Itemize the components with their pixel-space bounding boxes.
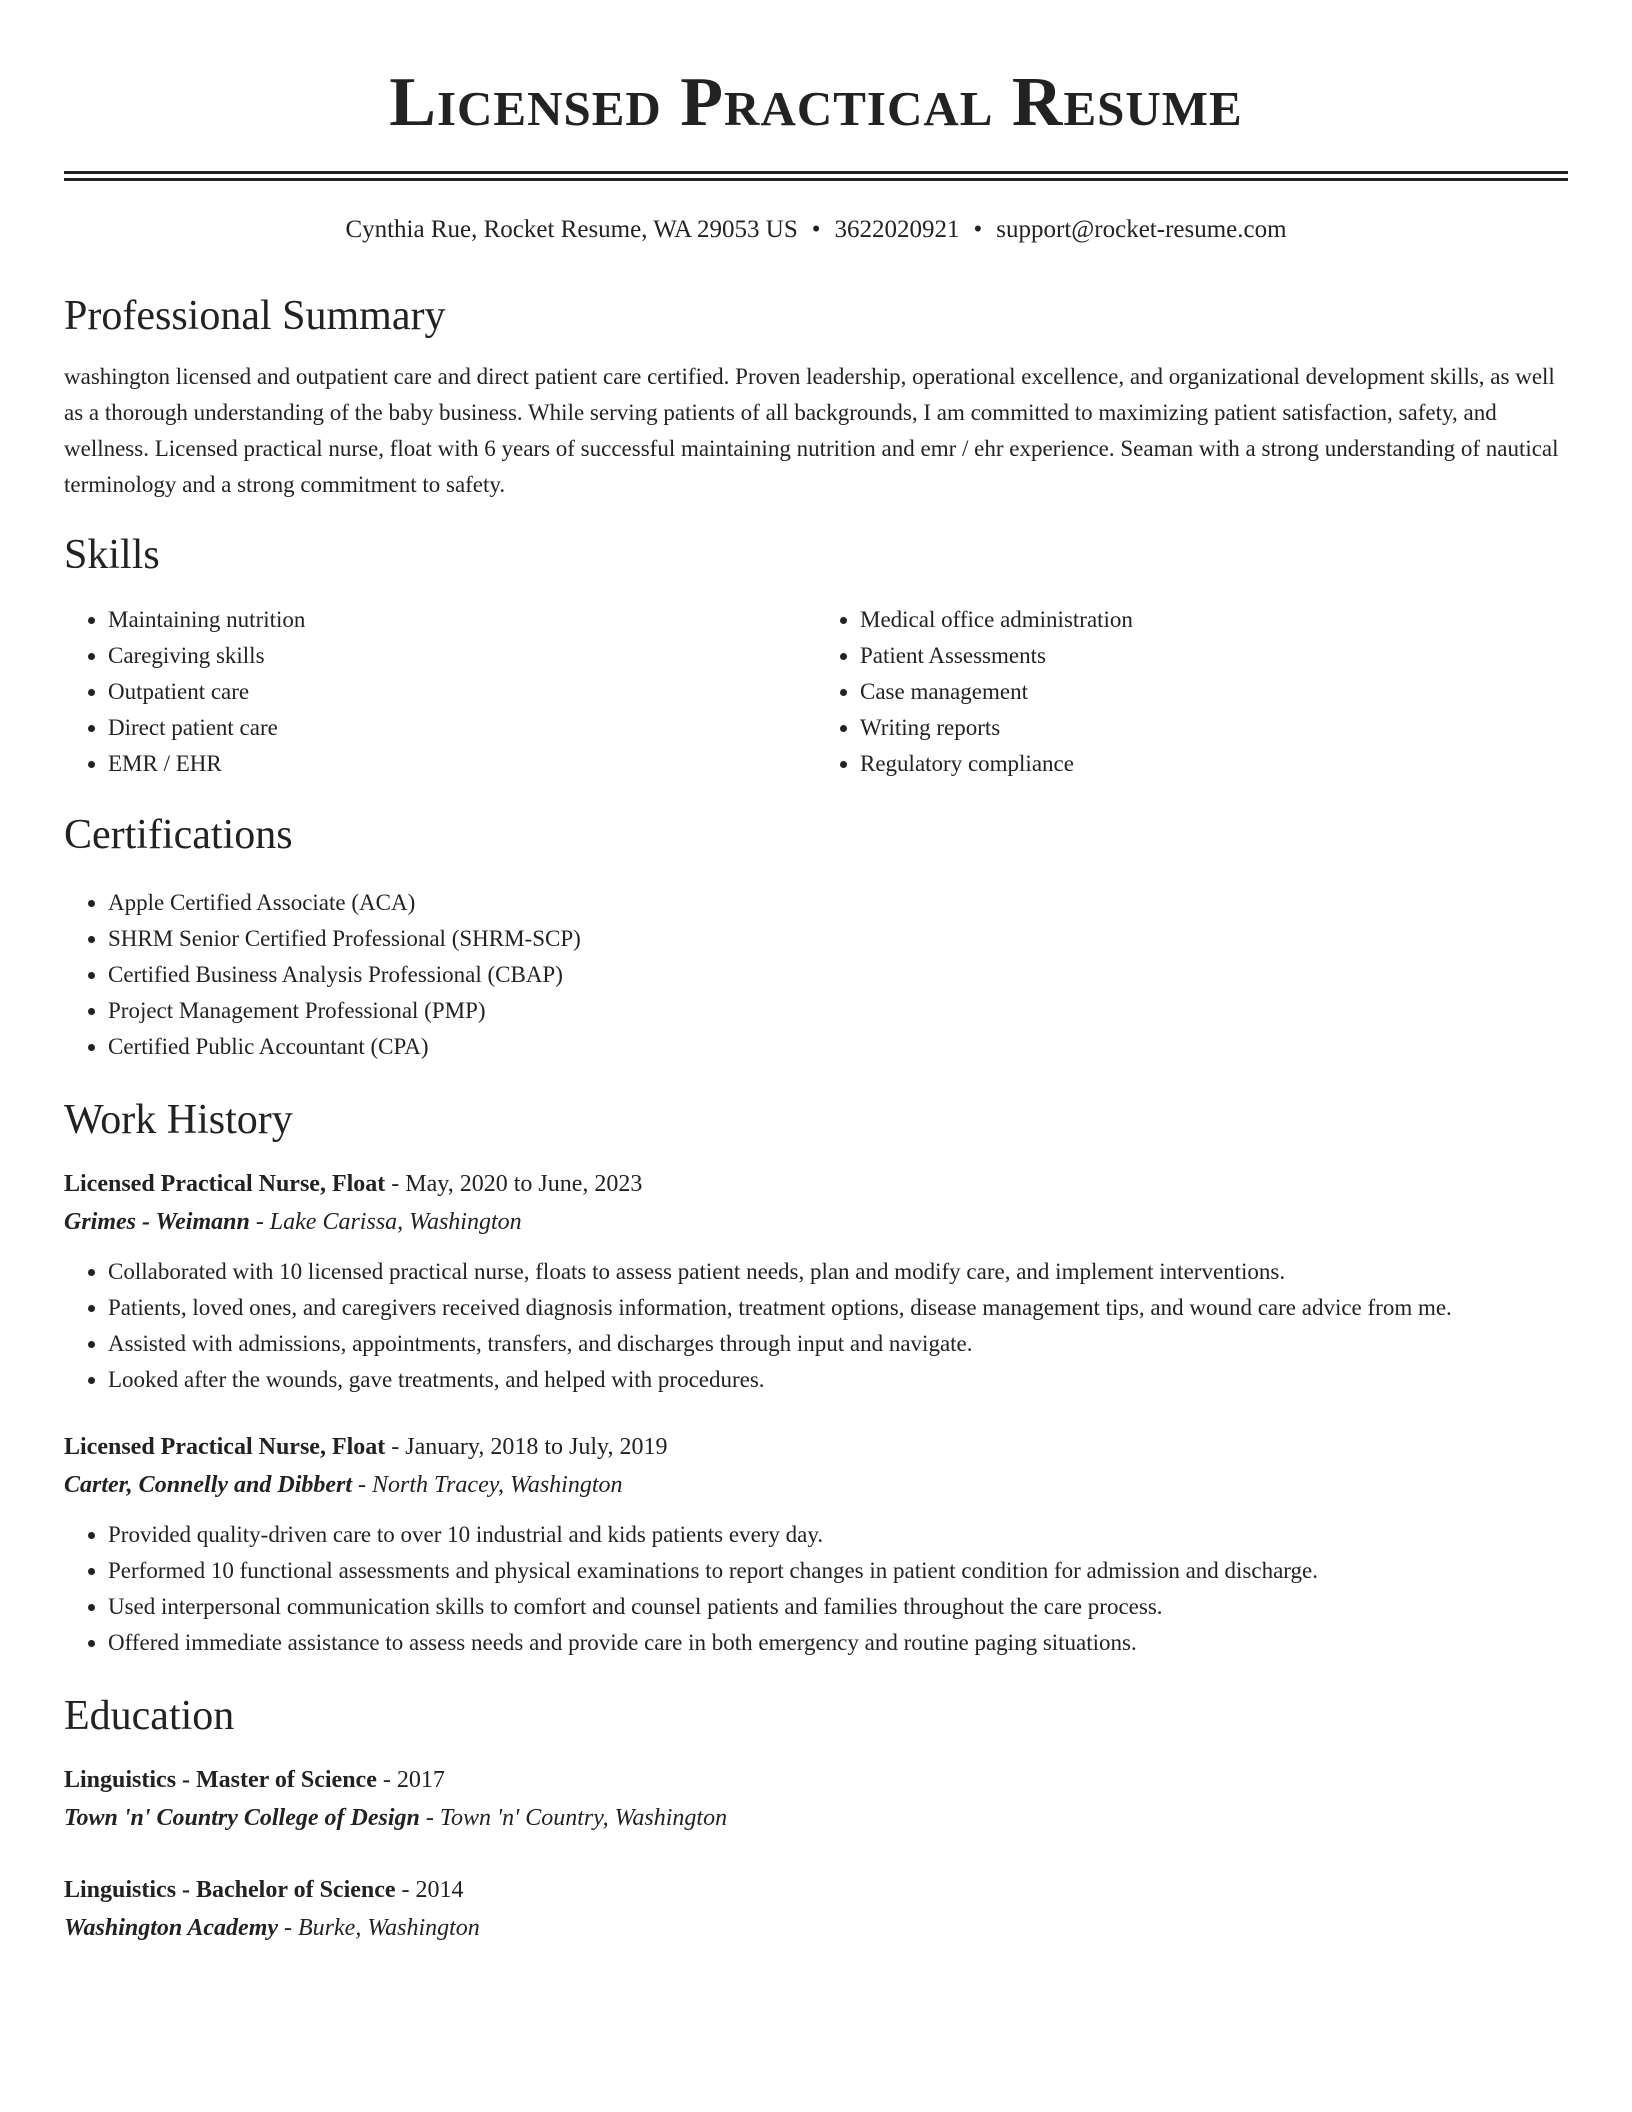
contact-line <box>64 214 1568 246</box>
skill-item: • Writing reports <box>860 710 1568 746</box>
skill-item: • EMR / EHR <box>108 746 816 782</box>
job-dates: - May, 2020 to June, 2023 <box>385 1171 643 1197</box>
certification-item: • Certified Public Accountant (CPA) <box>108 1029 1568 1065</box>
education-school: Town 'n' Country College of Design <box>64 1805 420 1831</box>
skill-item: • Outpatient care <box>108 674 816 710</box>
summary-text: washington licensed and outpatient care and direct patient care certified. Proven leadership, operational excellence, and organizational development skills, as well as a thorough understanding of the baby business. While serving patients of all backgrounds, I am committed to maximizing patient satisfaction, safety, and wellness. Licensed practical nurse, float with 6 years of successful maintaining nutrition and emr / ehr experience. Seaman with a strong understanding of nautical terminology and a strong commitment to safety. <box>64 364 1559 497</box>
certification-item: • Certified Business Analysis Professional (CBAP) <box>108 957 1568 993</box>
work-history-section <box>64 1095 1568 1661</box>
skills-section <box>64 530 1568 782</box>
education-location: - Burke, Washington <box>278 1915 480 1941</box>
job-title: Licensed Practical Nurse, Float <box>64 1171 386 1197</box>
skill-item: • Patient Assessments <box>860 638 1568 674</box>
title-double-rule <box>64 171 1568 181</box>
contact-separator: • <box>973 216 983 243</box>
job-bullet: • Collaborated with 10 licensed practical nurse, floats to assess patient needs, plan and modify care, and implement interventions. <box>108 1254 1568 1290</box>
job-title: Licensed Practical Nurse, Float <box>64 1434 386 1460</box>
certifications-section <box>64 810 1568 1065</box>
job-bullet: • Provided quality-driven care to over 10 industrial and kids patients every day. <box>108 1517 1568 1553</box>
education-entry <box>64 1871 1568 1947</box>
job-bullets <box>64 1517 1568 1661</box>
job-entry <box>64 1428 1568 1661</box>
job-header <box>64 1165 1568 1203</box>
skills-list-left <box>64 602 816 782</box>
section-heading-skills: Skills <box>64 532 160 578</box>
skills-columns <box>64 602 1568 782</box>
skills-list-right <box>816 602 1568 782</box>
professional-summary-section <box>64 291 1568 503</box>
contact-address: Cynthia Rue, Rocket Resume, WA 29053 US <box>345 216 798 243</box>
education-degree: Linguistics - Master of Science <box>64 1767 377 1793</box>
skill-item: • Direct patient care <box>108 710 816 746</box>
certification-item: • Project Management Professional (PMP) <box>108 993 1568 1029</box>
section-heading-certifications: Certifications <box>64 812 293 858</box>
job-location: - North Tracey, Washington <box>352 1472 623 1498</box>
certification-item: • Apple Certified Associate (ACA) <box>108 885 1568 921</box>
skill-item: • Caregiving skills <box>108 638 816 674</box>
education-school-line <box>64 1909 1568 1947</box>
skill-item: • Case management <box>860 674 1568 710</box>
job-company: Grimes - Weimann <box>64 1209 250 1235</box>
contact-separator: • <box>811 216 821 243</box>
skill-item: • Regulatory compliance <box>860 746 1568 782</box>
job-bullet: • Patients, loved ones, and caregivers received diagnosis information, treatment options, disease management tips, and wound care advice from me. <box>108 1290 1568 1326</box>
certifications-list <box>64 885 1568 1065</box>
job-bullet: • Performed 10 functional assessments and physical examinations to report changes in patient condition for admission and discharge. <box>108 1553 1568 1589</box>
job-bullet: • Looked after the wounds, gave treatments, and helped with procedures. <box>108 1362 1568 1398</box>
job-company: Carter, Connelly and Dibbert <box>64 1472 353 1498</box>
education-school: Washington Academy <box>64 1915 279 1941</box>
job-dates: - January, 2018 to July, 2019 <box>385 1434 668 1460</box>
job-bullets <box>64 1254 1568 1398</box>
job-employer-line <box>64 1466 1568 1504</box>
job-bullet: • Assisted with admissions, appointments, transfers, and discharges through input and navigate. <box>108 1326 1568 1362</box>
job-bullet: • Used interpersonal communication skills to comfort and counsel patients and families throughout the care process. <box>108 1589 1568 1625</box>
job-employer-line <box>64 1203 1568 1241</box>
education-school-line <box>64 1799 1568 1837</box>
job-location: - Lake Carissa, Washington <box>249 1209 522 1235</box>
resume-title: Licensed Practical Resume <box>389 64 1243 141</box>
education-entry <box>64 1761 1568 1837</box>
contact-email: support@rocket-resume.com <box>996 216 1287 243</box>
certification-item: • SHRM Senior Certified Professional (SHRM-SCP) <box>108 921 1568 957</box>
skill-item: • Medical office administration <box>860 602 1568 638</box>
education-section <box>64 1691 1568 1947</box>
education-degree: Linguistics - Bachelor of Science <box>64 1877 396 1903</box>
education-year: - 2014 <box>395 1877 464 1903</box>
job-header <box>64 1428 1568 1466</box>
job-entry <box>64 1165 1568 1398</box>
education-header <box>64 1761 1568 1799</box>
section-heading-work-history: Work History <box>64 1097 293 1143</box>
skill-item: • Maintaining nutrition <box>108 602 816 638</box>
section-heading-education: Education <box>64 1693 235 1739</box>
contact-phone: 3622020921 <box>834 216 960 243</box>
job-bullet: • Offered immediate assistance to assess needs and provide care in both emergency and routine paging situations. <box>108 1625 1568 1661</box>
section-heading-summary: Professional Summary <box>64 293 446 339</box>
education-year: - 2017 <box>376 1767 445 1793</box>
education-header <box>64 1871 1568 1909</box>
education-location: - Town 'n' Country, Washington <box>419 1805 728 1831</box>
